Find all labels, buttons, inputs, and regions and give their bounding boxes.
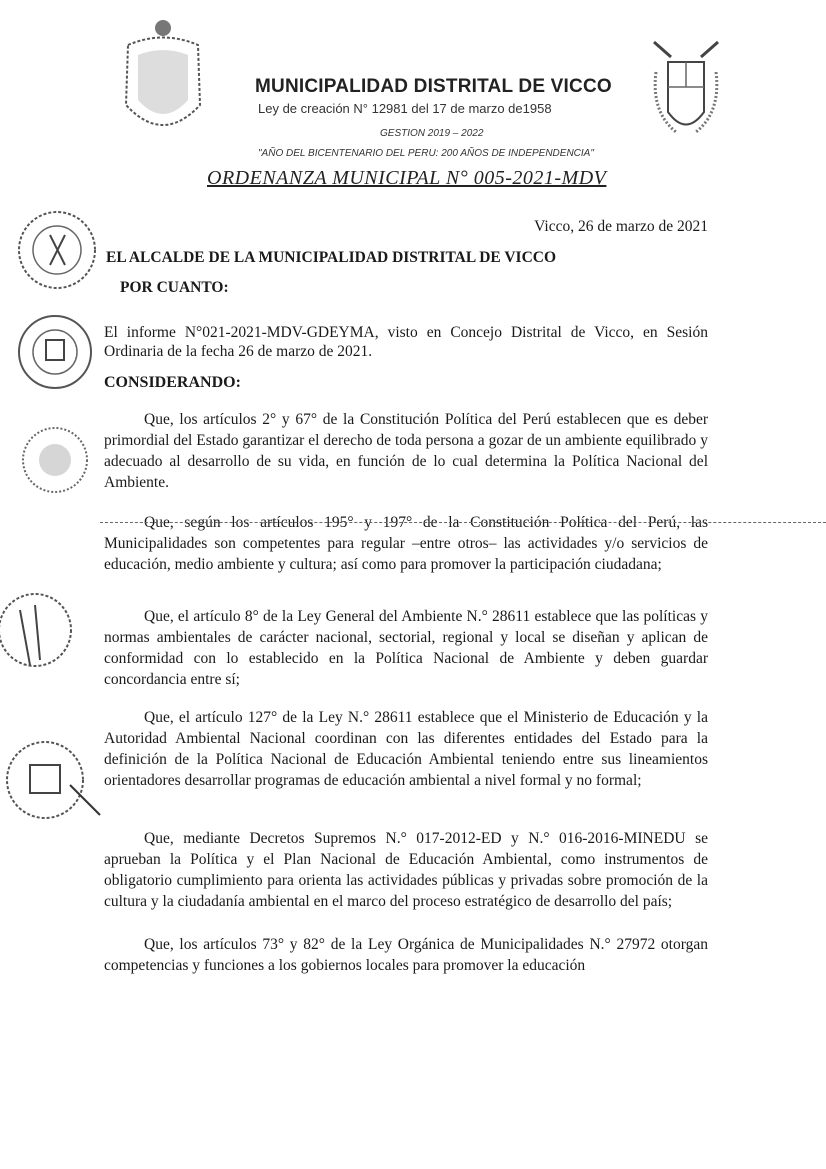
year-motto: "AÑO DEL BICENTENARIO DEL PERU: 200 AÑOS DE INDEPENDENCIA" xyxy=(258,148,594,159)
paragraph-6 xyxy=(104,934,708,976)
creation-law: Ley de creación N° 12981 del 17 de marzo de1958 xyxy=(258,101,552,116)
paragraph-text: Que, el artículo 127° de la Ley N.° 28611 establece que el Ministerio de Educación y la Autoridad Ambiental Nacional coordinan con las diferentes entidades del Estado para la definición de la Política Nacional de Educación Ambiental teniendo entre sus lineamientos orientadores desarrollar programas de educación ambiental a nivel formal y no formal; xyxy=(104,709,708,789)
paragraph-text: Que, según los artículos 195° y 197° de la Constitución Política del Perú, las Municipalidades son competentes para regular –entre otros– las actividades y/o servicios de educación, medio ambiente y cultura; así como para promover la participación ciudadana; xyxy=(104,514,708,573)
peru-coat-of-arms-logo xyxy=(646,32,726,147)
scan-line-artifact xyxy=(100,522,826,523)
paragraph-4 xyxy=(104,707,708,791)
margin-stamp-2 xyxy=(10,310,100,395)
paragraph-3 xyxy=(104,606,708,690)
paragraph-text: Que, mediante Decretos Supremos N.° 017-2012-ED y N.° 016-2016-MINEDU se aprueban la Política y el Plan Nacional de Educación Ambiental, como instrumentos de obligatorio cumplimiento para orienta las actividades públicas y privadas sobre promoción de la cultura y la ciudadanía ambiental en el marco del proceso estratégico de desarrollo del país; xyxy=(104,830,708,910)
margin-stamp-1 xyxy=(10,205,105,295)
term: GESTION 2019 – 2022 xyxy=(380,128,484,139)
date-line: Vicco, 26 de marzo de 2021 xyxy=(534,218,708,235)
ordinance-title: ORDENANZA MUNICIPAL N° 005-2021-MDV xyxy=(207,167,607,189)
paragraph-5 xyxy=(104,828,708,912)
authority-heading: EL ALCALDE DE LA MUNICIPALIDAD DISTRITAL DE VICCO xyxy=(106,249,557,266)
informe-paragraph: El informe N°021-2021-MDV-GDEYMA, visto en Concejo Distrital de Vicco, en Sesión Ordinaria de la fecha 26 de marzo de 2021. xyxy=(104,324,708,360)
municipal-crest-logo xyxy=(108,10,218,150)
considerando-heading: CONSIDERANDO: xyxy=(104,374,241,391)
por-cuanto-heading: POR CUANTO: xyxy=(120,279,229,296)
paragraph-text: Que, los artículos 73° y 82° de la Ley Orgánica de Municipalidades N.° 27972 otorgan competencias y funciones a los gobiernos locales para promover la educación xyxy=(104,936,708,974)
margin-stamp-4 xyxy=(0,585,80,675)
paragraph-text: Que, el artículo 8° de la Ley General del Ambiente N.° 28611 establece que las políticas y normas ambientales de carácter nacional, sectorial, regional y local se diseñan y aplican de conformidad con lo establecido en la Política Nacional de Ambiente y deben guardar concordancia entre sí; xyxy=(104,608,708,688)
paragraph-text: Que, los artículos 2° y 67° de la Constitución Política del Perú establecen que es deber primordial del Estado garantizar el derecho de toda persona a gozar de un ambiente equilibrado y adecuado al desarrollo de su vida, en función de lo cual determina la Política Nacional del Ambiente. xyxy=(104,411,708,491)
institution-name: MUNICIPALIDAD DISTRITAL DE VICCO xyxy=(255,76,612,97)
paragraph-1 xyxy=(104,409,708,493)
margin-stamp-5 xyxy=(0,735,110,825)
margin-stamp-3 xyxy=(15,420,95,500)
